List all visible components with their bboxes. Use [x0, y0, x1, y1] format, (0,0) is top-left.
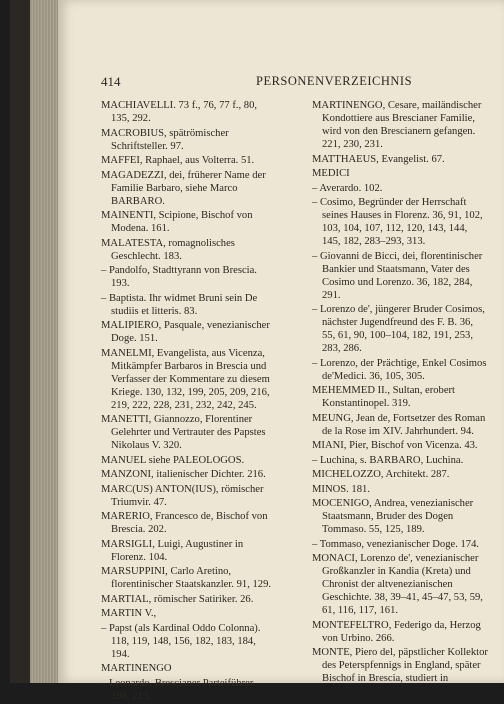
index-entry: MEDICI: [312, 168, 350, 179]
index-entry: MONACI, Lorenzo de', venezianischer Großkanzler in Kandia (Kreta) und Chronist der altvenezianischen Geschichte. 38, 39–41, 45–47, 53, 59, 61, 116, 117, 161.: [312, 553, 483, 616]
index-entry: MANELMI, Evangelista, aus Vicenza, Mitkämpfer Barbaros in Brescia und Verfasser der Kommentare zu diesem Kriege. 130, 132, 199, 205, 209, 216, 219, 222, 228, 231, 232, 242, 245.: [101, 347, 270, 411]
index-entry: MINOS. 181.: [312, 483, 370, 495]
index-entry: MACROBIUS, spätrömischer Schriftsteller. 97.: [101, 127, 229, 152]
index-entry: MACHIAVELLI. 73 f., 76, 77 f., 80, 135, 292.: [101, 100, 258, 124]
index-entry: – Tommaso, venezianischer Doge. 174.: [312, 538, 480, 550]
index-entry: MOCENIGO, Andrea, venezianischer Staatsmann, Bruder des Dogen Tommaso. 55, 125, 189.: [312, 498, 474, 535]
index-entry: MIANI, Pier, Bischof von Vicenza. 43.: [312, 440, 478, 451]
index-entry: MARSUPPINI, Carlo Aretino, florentinischer Staatskanzler. 91, 129.: [101, 566, 272, 590]
index-entry: MAINENTI, Scipione, Bischof von Modena. 161.: [101, 210, 253, 234]
index-entry: MANZONI, italienischer Dichter. 216.: [101, 469, 266, 480]
index-entry: MANUEL siehe PALEOLOGOS.: [101, 454, 245, 466]
index-entry: – Baptista. Ihr widmet Bruni sein De studiis et litteris. 83.: [101, 292, 258, 317]
index-entry: – Giovanni de Bicci, dei, florentinischer Bankier und Staatsmann, Vater des Cosimo und Lorenzo. 36, 182, 284, 291.: [312, 250, 483, 301]
index-entry: – Luchina, s. BARBARO, Luchina.: [312, 454, 464, 466]
index-entry: – Leonardo, Brescianer Parteiführer. 198, 213.: [101, 677, 256, 702]
index-entry: – Lorenzo de', jüngerer Bruder Cosimos, nächster Jugendfreund des F. B. 36, 55, 61, 90, 100–104, 182, 191, 253, 283, 286.: [312, 304, 485, 354]
index-entry: MARERIO, Francesco de, Bischof von Brescia. 202.: [101, 511, 268, 535]
index-entry: MARTIAL, römischer Satiriker. 26.: [101, 593, 254, 605]
index-entry: MARTIN V.,: [101, 608, 157, 619]
index-entry: MALATESTA, romagnolisches Geschlecht. 183.: [101, 237, 235, 262]
index-entry: MARTINENGO: [101, 663, 172, 674]
index-entry: MICHELOZZO, Architekt. 287.: [312, 469, 450, 480]
index-entry: – Cosimo, Begründer der Herrschaft seines Hauses in Florenz. 36, 91, 102, 103, 104, 107, 112, 120, 143, 144, 145, 182, 283–293, 313.: [312, 197, 483, 247]
index-entry: MEHEMMED II., Sultan, erobert Konstantinopel. 319.: [312, 385, 455, 409]
index-column-left: [101, 99, 273, 704]
index-entry: MONTEFELTRO, Federigo da, Herzog von Urbino. 266.: [312, 619, 481, 644]
index-column-right: [312, 99, 488, 687]
page-edges: [30, 0, 60, 683]
index-entry: MATTHAEUS, Evangelist. 67.: [312, 153, 445, 165]
running-title: PERSONENVERZEICHNIS: [256, 74, 413, 88]
index-entry: MARC(US) ANTON(IUS), römischer Triumvir. 47.: [101, 483, 264, 508]
index-entry: MARTINENGO, Cesare, mailändischer Kondottiere aus Brescianer Familie, wird von den Brescianern gefangen. 221, 230, 231.: [312, 100, 482, 150]
index-entry: – Papst (als Kardinal Oddo Colonna). 118, 119, 148, 156, 182, 183, 184, 194.: [101, 622, 261, 660]
index-entry: MALIPIERO, Pasquale, venezianischer Doge. 151.: [101, 320, 270, 344]
index-entry: – Pandolfo, Stadttyrann von Brescia. 193.: [101, 265, 257, 289]
index-entry: MAFFEI, Raphael, aus Volterra. 51.: [101, 155, 255, 166]
index-entry: MARSIGLI, Luigi, Augustiner in Florenz. 104.: [101, 538, 244, 563]
index-entry: MONTE, Piero del, päpstlicher Kollektor des Peterspfennigs in England, später Bischof in Brescia, studiert in: [312, 647, 488, 684]
index-entry: – Averardo. 102.: [312, 182, 383, 194]
page-number: 414: [101, 74, 121, 89]
index-entry: MEUNG, Jean de, Fortsetzer des Roman de la Rose im XIV. Jahrhundert. 94.: [312, 412, 486, 437]
index-entry: – Lorenzo, der Prächtige, Enkel Cosimos de'Medici. 36, 105, 305.: [312, 357, 487, 382]
index-entry: MANETTI, Giannozzo, Florentiner Gelehrter und Vertrauter des Papstes Nikolaus V. 320.: [101, 414, 266, 451]
index-entry: MAGADEZZI, dei, früherer Name der Familie Barbaro, siehe Marco BARBARO.: [101, 169, 266, 207]
